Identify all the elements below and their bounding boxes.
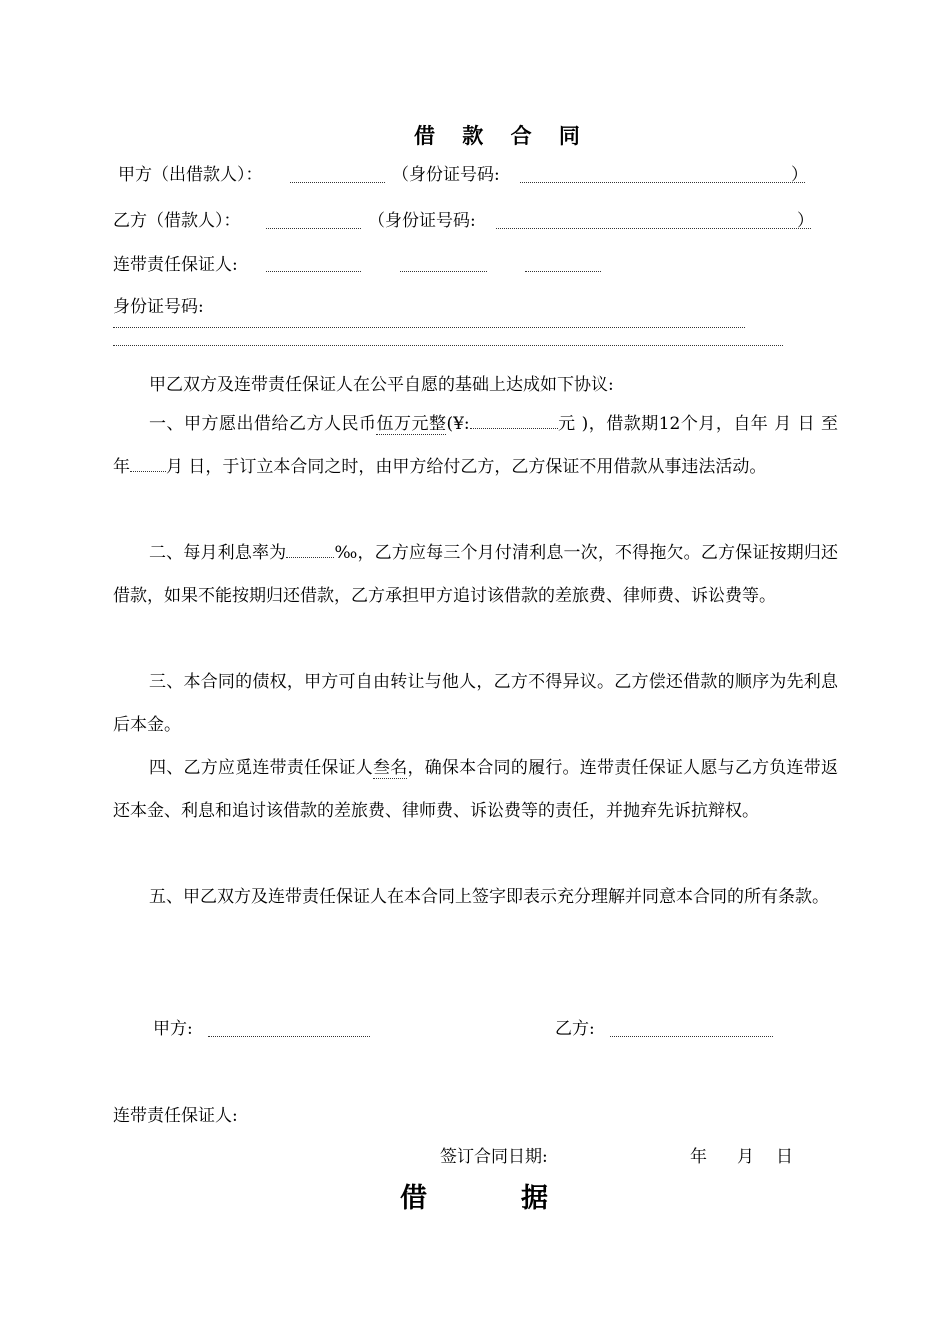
guarantor-count: 叁名 bbox=[373, 758, 408, 778]
date-month: 月 bbox=[737, 1147, 754, 1167]
party-b-signature-field[interactable] bbox=[610, 1036, 773, 1037]
clause-4-text: 四、乙方应觅连带责任保证人 bbox=[149, 758, 373, 778]
iou-title-char-1: 借 bbox=[400, 1183, 427, 1214]
intro-text: 甲乙双方及连带责任保证人在公平自愿的基础上达成如下协议: bbox=[149, 375, 614, 395]
guarantor-id-line-1[interactable] bbox=[113, 327, 745, 328]
iou-title-char-2: 据 bbox=[521, 1183, 548, 1214]
clause-4-rest: ，确保本合同的履行。连带责任保证人愿与乙方负连带返还本金、利息和追讨该借款的差旅费、律师费、诉讼费等的责任，并抛弃先诉抗辩权。 bbox=[113, 758, 839, 821]
clause-2-rest: ‰，乙方应每三个月付清利息一次，不得拖欠。乙方保证按期归还借款，如果不能按期归还借款，乙方承担甲方追讨该借款的差旅费、律师费、诉讼费等。 bbox=[113, 543, 839, 606]
end-date-field[interactable] bbox=[130, 455, 166, 472]
guarantor-2-field[interactable] bbox=[400, 271, 487, 272]
clause-3: 三、本合同的债权，甲方可自由转让与他人，乙方不得异议。乙方偿还借款的顺序为先利息后本金。 bbox=[113, 672, 838, 735]
party-a-name-field[interactable] bbox=[290, 182, 385, 183]
clause-1-yen: (¥: bbox=[446, 414, 470, 434]
interest-rate-field[interactable] bbox=[286, 541, 334, 558]
sign-date-label: 签订合同日期: bbox=[440, 1147, 548, 1167]
party-b-name-field[interactable] bbox=[266, 228, 361, 229]
guarantor-label: 连带责任保证人: bbox=[113, 255, 238, 275]
clause-5: 五、甲乙双方及连带责任保证人在本合同上签字即表示充分理解并同意本合同的所有条款。 bbox=[149, 887, 829, 907]
clause-2 bbox=[113, 532, 838, 618]
party-a-id-label: （身份证号码: bbox=[392, 165, 500, 185]
clause-1 bbox=[113, 403, 838, 489]
party-a-label: 甲方（出借款人）： bbox=[118, 165, 263, 185]
clause-2-text: 二、每月利息率为 bbox=[149, 543, 287, 563]
date-day: 日 bbox=[776, 1147, 793, 1167]
party-a-id-field[interactable] bbox=[520, 182, 805, 183]
party-b-label: 乙方（借款人）： bbox=[113, 211, 241, 231]
clause-4 bbox=[113, 747, 838, 833]
guarantor-sign-label: 连带责任保证人: bbox=[113, 1106, 238, 1126]
party-a-signature-field[interactable] bbox=[208, 1036, 370, 1037]
loan-amount-text: 伍万元整 bbox=[376, 414, 447, 434]
party-b-id-field[interactable] bbox=[496, 228, 811, 229]
date-year: 年 bbox=[690, 1147, 707, 1167]
party-a-sign-label: 甲方: bbox=[153, 1019, 193, 1039]
guarantor-3-field[interactable] bbox=[525, 271, 601, 272]
party-b-id-label: （身份证号码: bbox=[368, 211, 476, 231]
party-b-sign-label: 乙方: bbox=[555, 1019, 595, 1039]
clause-1-term: 元 )，借款期12个月，自年 月 日 至 年 bbox=[113, 414, 839, 477]
clause-1-end: 月 日，于订立本合同之时，由甲方给付乙方，乙方保证不用借款从事违法活动。 bbox=[166, 457, 767, 477]
guarantor-1-field[interactable] bbox=[266, 271, 361, 272]
party-b-id-close: ） bbox=[797, 211, 814, 231]
clause-1-text: 一、甲方愿出借给乙方人民币 bbox=[149, 414, 377, 434]
id-label: 身份证号码: bbox=[113, 297, 204, 317]
guarantor-id-line-2[interactable] bbox=[113, 345, 783, 346]
party-a-id-close: ） bbox=[791, 165, 808, 185]
page-title: 借 款 合 同 bbox=[414, 123, 590, 148]
loan-amount-field[interactable] bbox=[470, 412, 558, 429]
